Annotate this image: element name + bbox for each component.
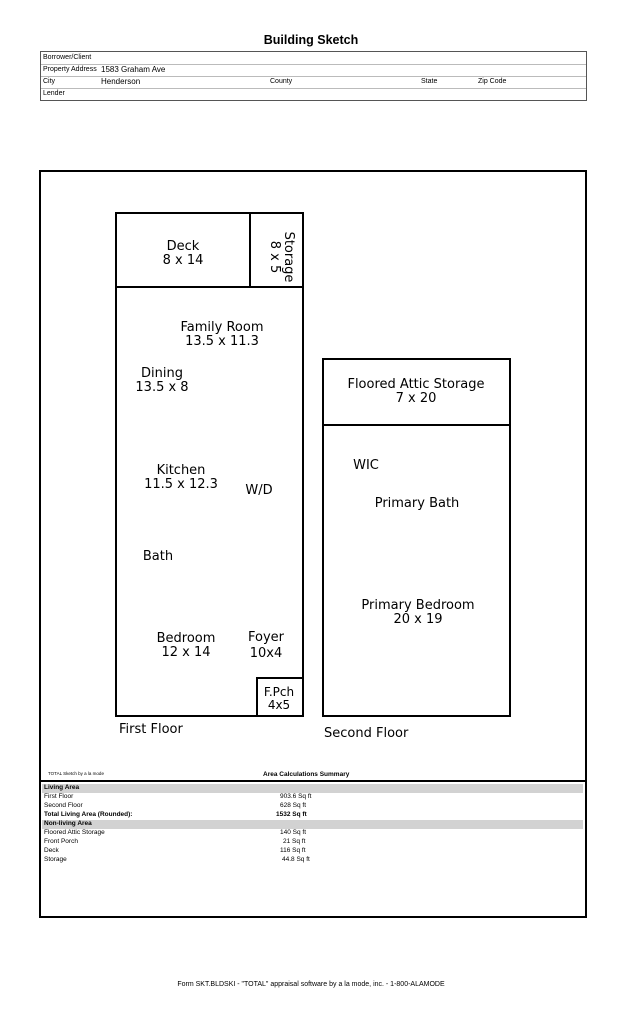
wic-label: WIC [353,458,379,473]
footer: Form SKT.BLDSKI - "TOTAL" appraisal software by a la mode, inc. - 1-800-ALAMODE [177,981,445,988]
family-room-label: Family Room 13.5 x 11.3 [180,320,264,349]
bath-label: Bath [142,549,174,564]
storage-label: Storage 8 x 5 [267,231,296,283]
kitchen-label: Kitchen 11.5 x 12.3 [144,463,218,492]
state-label: State [421,78,438,85]
summary-title: Area Calculations Summary [263,771,350,778]
primary-bedroom-label: Primary Bedroom 20 x 19 [361,598,475,627]
foyer-label: Foyer 10x4 [247,630,284,661]
non-living-header: Non-living Area [42,820,583,829]
dining-label: Dining 13.5 x 8 [135,366,189,395]
page-title: Building Sketch [263,33,359,47]
second-floor-label: Second Floor [324,726,409,741]
property-label: Property Address [43,66,97,73]
city-label: City [43,78,56,85]
summary-row: First Floor 903.6 Sq ft [44,793,312,800]
bedroom-label: Bedroom 12 x 14 [156,631,216,660]
summary-row: Front Porch 21 Sq ft [44,838,306,845]
summary-row: Storage 44.8 Sq ft [44,856,310,863]
lender-label: Lender [43,90,65,97]
first-floor-label: First Floor [119,722,183,737]
header-table [40,51,587,101]
summary-total-row: Total Living Area (Rounded): 1532 Sq ft [44,811,307,818]
primary-bath-label: Primary Bath [374,496,460,511]
zip-label: Zip Code [478,78,507,85]
borrower-label: Borrower/Client [43,54,92,61]
living-area-header: Living Area [42,784,583,793]
summary-divider [40,780,585,782]
county-label: County [270,78,293,85]
city-value: Henderson [101,77,141,86]
lender-row [41,88,586,100]
property-value: 1583 Graham Ave [101,65,166,74]
software-label: TOTAL Sketch by a la mode [48,771,104,776]
deck-label: Deck 8 x 14 [162,239,204,268]
summary-row: Floored Attic Storage 140 Sq ft [44,829,307,836]
porch-label: F.Pch 4x5 [263,685,295,712]
summary-row: Second Floor 628 Sq ft [44,802,307,809]
summary-row: Deck 116 Sq ft [44,847,306,854]
attic-label: Floored Attic Storage 7 x 20 [347,377,485,406]
wd-label: W/D [245,483,273,498]
